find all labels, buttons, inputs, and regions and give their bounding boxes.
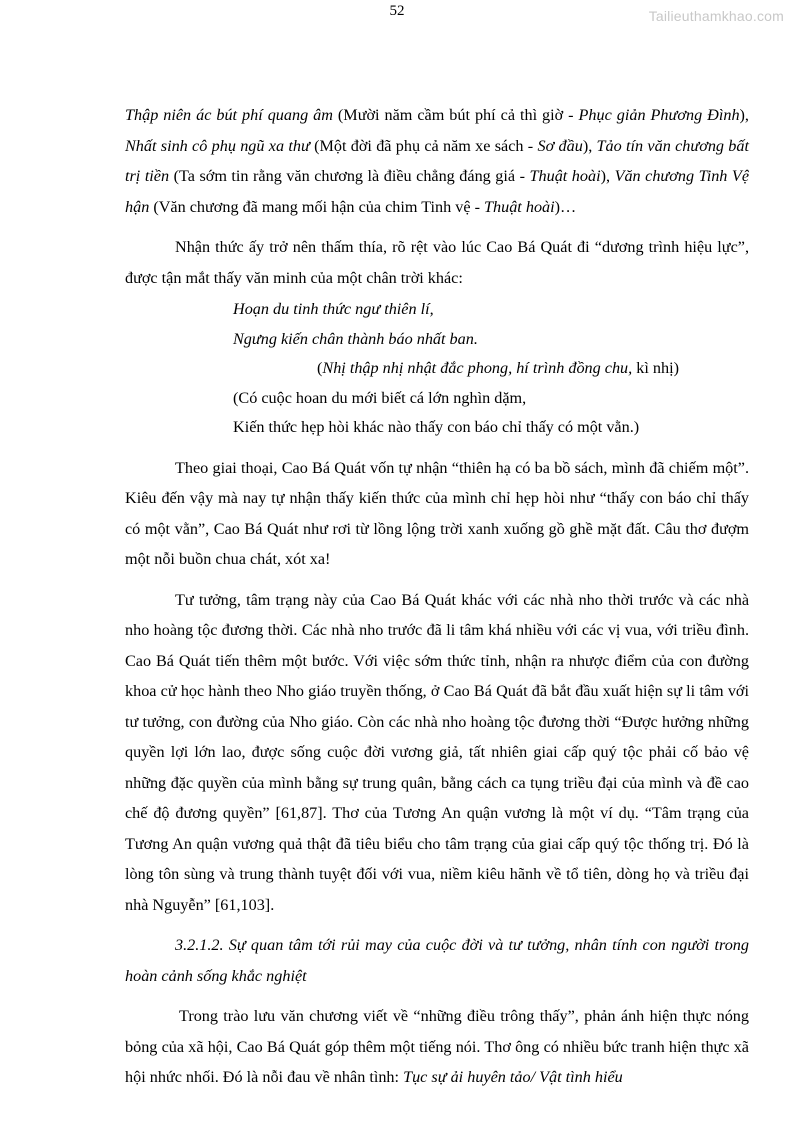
watermark: Tailieuthamkhao.com bbox=[648, 8, 784, 24]
italic-title: Phục giản Phương Đình bbox=[578, 106, 740, 124]
paragraph-reality bbox=[125, 1001, 749, 1093]
italic-title: Tục sự ải huyên tảo/ Vật tình hiểu bbox=[403, 1068, 623, 1086]
paragraph-thought: Tư tưởng, tâm trạng này của Cao Bá Quát khác với các nhà nho thời trước và các nhà nho hoàng tộc đương thời. Các nhà nho trước đã li tâm khá nhiều với các vị vua, với triều đình. Cao Bá Quát tiến thêm một bước. Với việc sớm thức tỉnh, nhận ra nhược điểm của con đường khoa cử học hành theo Nho giáo truyền thống, ở Cao Bá Quát đã bắt đầu xuất hiện sự li tâm với tư tưởng, con đường của Nho giáo. Còn các nhà nho hoàng tộc đương thời “Được hưởng những quyền lợi lớn lao, được sống cuộc đời vương giả, tất nhiên giai cấp quý tộc phải cố bảo vệ những đặc quyền của mình bằng sự trung quân, bằng cách ca tụng triều đại của mình và đề cao chế độ đương quyền” [61,87]. Thơ của Tương An quận vương là một ví dụ. “Tâm trạng của Tương An quận vương quả thật đã tiêu biểu cho tâm trạng của giai cấp quý tộc thống trị. Đó là lòng tôn sùng và trung thành tuyệt đối với vua, niềm kiêu hãnh về tổ tiên, dòng họ và triều đại nhà Nguyễn” [61,103]. bbox=[125, 590, 749, 914]
poem-line bbox=[233, 325, 749, 355]
italic-title: Tảo tín văn chương bất trị tiền bbox=[125, 136, 749, 185]
poem-text: Hoạn du tinh thức ngư thiên lí, bbox=[233, 300, 434, 318]
poem-line bbox=[233, 295, 749, 325]
text-run: Trong trào lưu văn chương viết về “những điều trông thấy”, phản ánh hiện thực nóng bỏng của xã hội, Cao Bá Quát góp thêm một tiếng nói. Thơ ông có nhiều bức tranh hiện thực xã hội nhức nhối. Đó là nỗi đau về nhân tình: bbox=[125, 1007, 749, 1086]
text-run: (Ta sớm tin rằng văn chương là điều chẳng đáng giá - bbox=[169, 167, 530, 185]
page-number: 52 bbox=[389, 3, 405, 19]
italic-title: Sơ đầu bbox=[537, 136, 583, 155]
poem-translation-line: Kiến thức hẹp hòi khác nào thấy con báo chỉ thấy có một vằn.) bbox=[233, 418, 640, 436]
italic-title: Nhất sinh cô phụ ngũ xa thư bbox=[125, 136, 310, 155]
text-run: (Một đời đã phụ cả năm xe sách - bbox=[309, 136, 538, 155]
italic-title: Thuật hoài bbox=[484, 197, 555, 216]
text-run: )… bbox=[554, 197, 577, 216]
text-run: kì nhị) bbox=[632, 359, 679, 377]
text-run: ), bbox=[600, 167, 615, 185]
text-run: (Mười năm cầm bút phí cả thì giờ - bbox=[332, 106, 579, 124]
text-run: ), bbox=[739, 106, 749, 124]
italic-title: Nhị thập nhị nhật đắc phong, hí trình đồng chu, bbox=[322, 359, 633, 377]
text-run: ), bbox=[582, 136, 597, 155]
text-run: ( bbox=[317, 359, 323, 377]
italic-title: Thuật hoài bbox=[529, 167, 601, 185]
paragraph-poem-titles bbox=[125, 100, 749, 222]
italic-title: Văn chương Tinh Vệ hận bbox=[125, 167, 749, 216]
poem-source bbox=[317, 354, 749, 384]
poem-translation-line: (Có cuộc hoan du mới biết cá lớn nghìn dặm, bbox=[233, 388, 527, 407]
text-run: (Văn chương đã mang mối hận của chim Tinh vệ - bbox=[149, 197, 485, 216]
poem-text: Ngưng kiến chân thành báo nhất ban. bbox=[233, 329, 478, 348]
paragraph-awareness: Nhận thức ấy trở nên thấm thía, rõ rệt vào lúc Cao Bá Quát đi “dương trình hiệu lực”, được tận mắt thấy văn minh của một chân trời khác: bbox=[125, 238, 749, 287]
poem-block bbox=[125, 295, 749, 443]
document-body bbox=[125, 100, 749, 1093]
paragraph-anecdote: Theo giai thoại, Cao Bá Quát vốn tự nhận “thiên hạ có ba bồ sách, mình đã chiếm một”. Kiêu đến vậy mà nay tự nhận thấy kiến thức của mình chỉ hẹp hòi như “thấy con báo chỉ thấy có một vằn”, Cao Bá Quát như rơi từ lồng lộng trời xanh xuống gồ ghề mặt đất. Câu thơ đượm một nỗi buồn chua chát, xót xa! bbox=[125, 458, 749, 568]
section-heading: 3.2.1.2. Sự quan tâm tới rủi may của cuộc đời và tư tưởng, nhân tính con người trong hoàn cảnh sống khắc nghiệt bbox=[125, 936, 749, 985]
italic-title: Thập niên ác bút phí quang âm bbox=[125, 106, 333, 124]
